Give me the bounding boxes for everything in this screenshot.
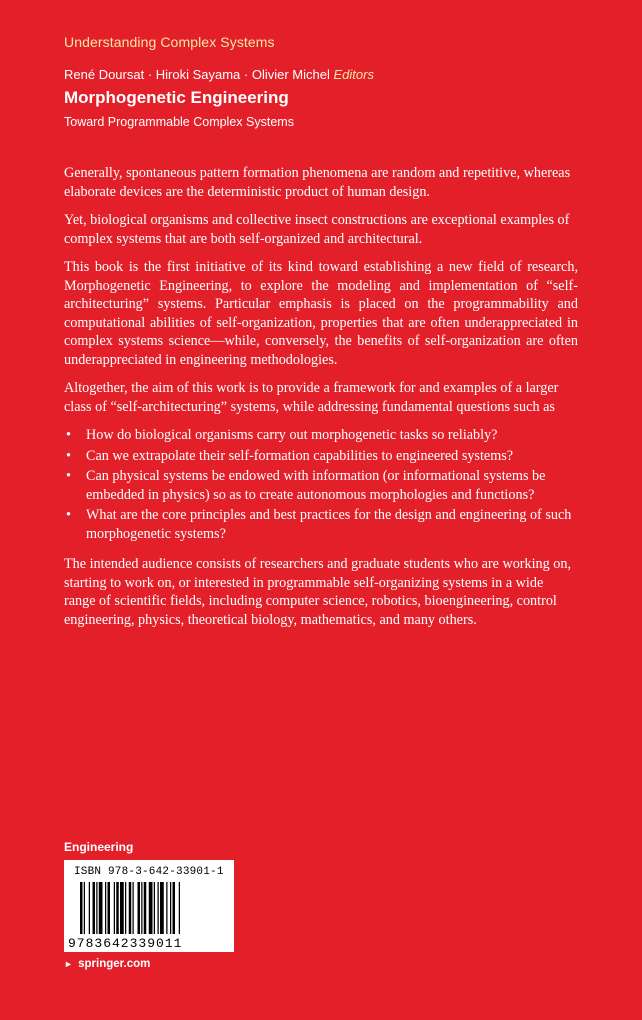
barcode-bar: [144, 882, 147, 934]
barcode-bar: [116, 882, 119, 934]
barcode-bar: [149, 882, 153, 934]
isbn-text: ISBN 978-3-642-33901-1: [74, 866, 224, 878]
bullet-icon: •: [66, 507, 71, 523]
question-item: [64, 506, 578, 543]
barcode-bar: [160, 882, 164, 934]
blurb-paragraph-4: Altogether, the aim of this work is to provide a framework for and examples of a larger class of “self-architecturing” systems, while addressing fundamental questions such as: [64, 380, 559, 415]
barcode-bar: [108, 882, 111, 934]
barcode-bar: [154, 882, 155, 934]
series-name: Understanding Complex Systems: [64, 34, 275, 50]
arrow-right-icon: ►: [64, 959, 73, 969]
book-title: Morphogenetic Engineering: [64, 88, 289, 107]
bullet-icon: •: [66, 447, 71, 464]
barcode-bar: [125, 882, 126, 934]
barcode-bar: [158, 882, 159, 934]
barcode-bar: [96, 882, 97, 934]
barcode-bar: [138, 882, 141, 934]
barcode-bar: [173, 882, 176, 934]
barcode-bar: [84, 882, 85, 934]
barcode-bar: [93, 882, 96, 934]
editor-names: René Doursat · Hiroki Sayama · Olivier Michel: [64, 67, 330, 82]
bullet-icon: •: [66, 427, 71, 443]
barcode-bar: [170, 882, 171, 934]
barcode-icon: [80, 882, 226, 934]
barcode-bar: [105, 882, 106, 934]
isbn-barcode: [64, 860, 234, 952]
barcode-bar: [179, 882, 180, 934]
audience-paragraph: The intended audience consists of researchers and graduate students who are working on, starting to work on, or interested in programmable self-organizing systems in a wide range of scientific fields, including computer science, robotics, bioengineering, control engineering, physics, theoretical biology, mathematics, and many others.: [64, 556, 572, 628]
editors-role: Editors: [333, 67, 374, 82]
barcode-bar: [120, 882, 124, 934]
question-text: Can we extrapolate their self-formation capabilities to engineered systems?: [86, 447, 514, 464]
publisher-link[interactable]: [64, 958, 150, 970]
question-item: [64, 447, 578, 466]
blurb-paragraph-3: This book is the first initiative of its kind toward establishing a new field of research, Morphogenetic Engineering, to explore the modeling and implementation of “self-architecturing” systems. Particular emphasis is placed on the programmability and computational abilities of self-organization, properties that are often underappreciated in complex systems science—while, conversely, the benefits of self-organization are often underappreciated in engineering methodologies.: [64, 259, 578, 368]
question-item: [64, 467, 578, 504]
blurb-paragraph-1: Generally, spontaneous pattern formation phenomena are random and repetitive, whereas elaborate devices are the deterministic product of human design.: [64, 165, 571, 200]
subject-category: Engineering: [64, 840, 134, 854]
questions-list: [64, 426, 578, 543]
question-text: How do biological organisms carry out morphogenetic tasks so reliably?: [86, 427, 498, 443]
barcode-bar: [133, 882, 134, 934]
editors-line: [64, 67, 374, 82]
barcode-bar: [166, 882, 167, 934]
barcode-bar: [99, 882, 103, 934]
question-text: What are the core principles and best practices for the design and engineering of such morphogenetic systems?: [86, 507, 572, 542]
barcode-bar: [141, 882, 142, 934]
question-text: Can physical systems be endowed with information (or informational systems be embedded in physics) so as to create autonomous morphologies and functions?: [86, 468, 546, 503]
blurb-paragraph-2: Yet, biological organisms and collective insect constructions are exceptional examples of complex systems that are both self-organized and architectural.: [64, 212, 570, 247]
book-subtitle: Toward Programmable Complex Systems: [64, 115, 294, 129]
publisher-url: springer.com: [78, 958, 151, 970]
bullet-icon: •: [66, 468, 71, 484]
blurb: [64, 164, 578, 639]
barcode-bar: [114, 882, 115, 934]
question-item: [64, 426, 578, 445]
barcode-bar: [129, 882, 132, 934]
barcode-bar: [80, 882, 83, 934]
barcode-digits: 9783642339011: [68, 936, 183, 951]
barcode-bar: [89, 882, 90, 934]
